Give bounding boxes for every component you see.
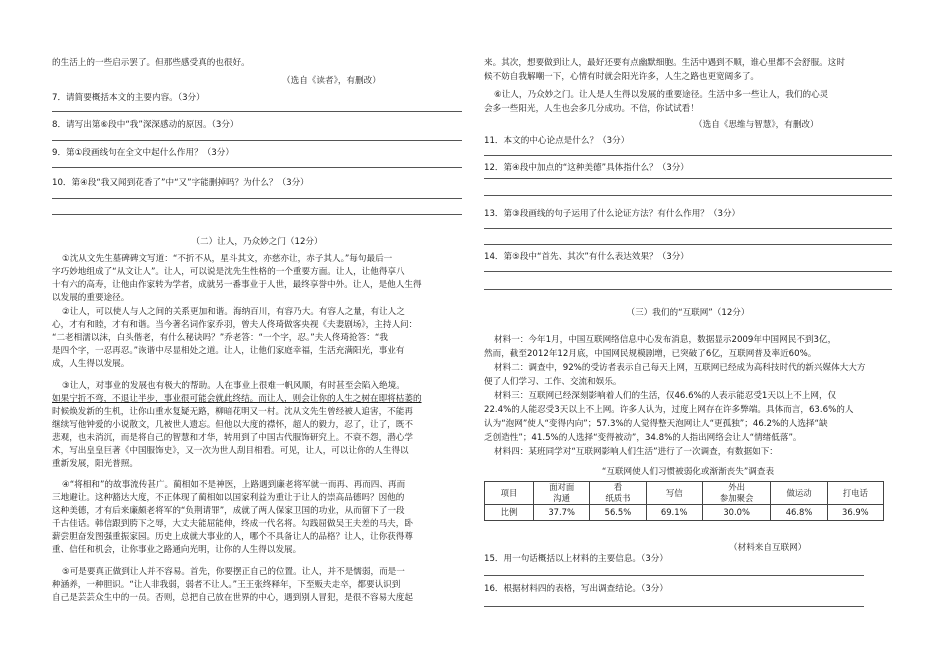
paragraph-line: ②让人，可以使人与人之间的关系更加和谐。海纳百川，有容乃大。有容人之量，有让人之 [62, 307, 405, 317]
paragraph-line: 心，才有和睦，才有和谐。当今著名词作家乔羽，曾夫人佟琦做客央视《夫妻剧场》，主持人问： [52, 320, 418, 330]
source-note: （选自《思维与智慧》，有删改） [694, 120, 819, 130]
paragraph-line: 认为“泡网”使人“变得内向”；57.3%的人觉得整天泡网让人“更孤独”；46.2%的人选择“缺 [484, 419, 828, 429]
paragraph-line: 千古佳话。韩信跟到胯下之辱，大丈夫能屈能伸，终成一代名将。勾践屈做吴王夫差的马夫，卧 [52, 519, 413, 529]
answer-line[interactable] [484, 575, 864, 576]
question-15: 15．用一句话概括以上材料的主要信息。（3分） [484, 554, 668, 564]
answer-line[interactable] [484, 244, 892, 245]
paragraph-line: ①沈从文先生墓碑碑文写道：“不折不从，星斗其文，亦慈亦让，赤子其人。”每句最后一 [62, 254, 393, 264]
paragraph-line: 悲观，也未消沉，而是将自己的智慧和才华，转用到了中国古代服饰研究上。不衰不怨，潜心学 [52, 433, 413, 443]
table-title: “互联网使人们习惯被弱化或渐渐丧失”调查表 [601, 467, 775, 477]
question-13: 13．第③段画线的句子运用了什么论证方法？有什么作用？（3分） [484, 209, 741, 219]
table-row [485, 482, 884, 505]
question-12: 12．第④段中加点的“这种美德”具体指什么？（3分） [484, 163, 689, 173]
paragraph-line: 术，写出皇皇巨著《中国服饰史》，又一次为世人刮目相看。可见，让人，可以让你的人生得以 [52, 446, 409, 456]
paragraph-line: 材料四：某班同学对“互联网影响人们生活”进行了一次调查，有数据如下： [494, 447, 778, 457]
paragraph-line: 字巧妙地组成了“从文让人”。让人，可以说是沈先生性格的一个重要方面。让人，让他得享八 [52, 267, 405, 277]
paragraph-line: 重新发展，阳光普照。 [52, 459, 138, 469]
paragraph-line: 十有六的高寿，让他由作家转为学者，成就另一番事业于人世，最终享誉中外。让人，是他人生得 [52, 280, 422, 290]
paragraph-line: 重、信任和机会，让你事业之路通向光明，让你的人生得以发展。 [52, 545, 302, 555]
paragraph-line: 便了人们学习、工作、交流和娱乐。 [484, 377, 622, 387]
table-header-cell: 写信 [646, 482, 702, 505]
question-16: 16．根据材料四的表格，写出调查结论。（3分） [484, 584, 668, 594]
paragraph-line: ③让人，对事业的发展也有极大的帮助。人在事业上很难一帆风顺，有时甚至会陷入绝境。 [62, 381, 405, 391]
question-7: 7．请简要概括本文的主要内容。（3分） [52, 93, 205, 103]
paragraph-line: 候不妨自我解嘲一下，心情有时就会阳光许多，人生之路也更宽阔多了。 [484, 72, 760, 82]
paragraph-line: 材料二：调查中，92%的受访者表示自己每天上网，互联网已经成为高科技时代的新兴媒体大大方 [494, 363, 866, 373]
paragraph-line: ④“将相和”的故事流传甚广。蔺相如不是神医，上路遇到廉老将军就一而再、再而四、再而 [62, 480, 406, 490]
table-cell: 36.9% [827, 505, 883, 521]
paragraph-line: 薪尝胆奋发图强重振家园。历史上成就大事业的人，哪个不具备让人的品格？让人，让你获得尊 [52, 532, 413, 542]
paragraph-line: 三地避让。这种豁达大度，不正体现了蔺相如以国家利益为重让于让人的崇高品德吗？因他的 [52, 493, 405, 503]
table-cell: 37.7% [534, 505, 590, 521]
paragraph-line: 乏创造性”；41.5%的人选择“变得被动”，34.8%的人指出网络会让人“情绪低落”。 [484, 433, 802, 443]
paragraph-line: 是四个字，一忍再忍。”诙谐中尽显相处之道。让人，让他们家庭幸福，生活充满阳光，事业有 [52, 346, 405, 356]
question-9: 9．第①段画线句在全文中起什么作用？（3分） [52, 148, 234, 158]
section-title: （三）我们的“互联网”（12分） [626, 308, 750, 318]
paragraph-line: 然而，截至2012年12月底，中国网民规模剧增，已突破了6亿，互联网普及率近60%。 [484, 349, 817, 359]
paragraph-line: 会多一些阳光，人生也会多几分成功。不信，你试试看！ [484, 104, 699, 114]
paragraph-line: 继续写他钟爱的小说散文，几被世人遗忘。但他以大度的襟怀，超人的毅力，忍了，让了，既不 [52, 420, 413, 430]
paragraph-line: 自己是芸芸众生中的一员。否则，总把自己放在世界的中心，遇到别人冒犯，是很不容易大度起 [52, 593, 413, 603]
table-header-cell: 项目 [485, 482, 534, 505]
paragraph-line: 材料三：互联网已经深刻影响着人们的生活，仅46.6%的人表示能忍受1天以上不上网，仅 [494, 391, 837, 401]
table-header-cell: 外出 参加聚会 [702, 482, 771, 505]
table-cell: 46.8% [771, 505, 827, 521]
answer-line[interactable] [484, 228, 892, 229]
paragraph-line: “二老相濡以沫，白头偕老，有什么秘诀吗？”乔老答：“一个字，忍。”夫人佟琦抢答：“我 [52, 333, 388, 343]
answer-line[interactable] [484, 195, 892, 196]
answer-line[interactable] [52, 140, 462, 141]
table-cell: 56.5% [590, 505, 646, 521]
question-10: 10．第④段“我又闻到花香了”中“又”字能删掉吗？为什么？（3分） [52, 178, 309, 188]
source-note: （选自《读者》，有删改） [282, 76, 381, 86]
paragraph-line: 以发展的重要途径。 [52, 293, 130, 303]
answer-line[interactable] [484, 271, 892, 272]
answer-line[interactable] [52, 198, 462, 199]
answer-line[interactable] [484, 155, 892, 156]
answer-line[interactable] [484, 606, 864, 607]
table-header-cell: 做运动 [771, 482, 827, 505]
table-row [485, 505, 884, 521]
question-8: 8．请写出第⑥段中“我”深深感动的原因。（3分） [52, 120, 239, 130]
question-14: 14．第⑤段中“首先、其次”有什么表达效果？（3分） [484, 252, 689, 262]
survey-table [484, 481, 884, 521]
paragraph-line: 时候焕发新的生机，让你山重水复疑无路，柳暗花明又一村。沈从文先生曾经被人追害，不能再 [52, 407, 413, 417]
paragraph-line: 种涵养，一种胆识。“让人非我弱，弱者不让人。”王王张终释年，下至贩夫走卒，都要认识到 [52, 580, 401, 590]
underlined-sentence: 如果宁折不弯，不退让半步，事业很可能会就此终结。而让人，则会让你的人生之树在即将枯萎的 [52, 394, 422, 404]
section-title: （二）让人，乃众妙之门（12分） [191, 237, 323, 247]
table-header-cell: 面对面 沟通 [534, 482, 590, 505]
answer-line[interactable] [484, 178, 892, 179]
table-cell: 30.0% [702, 505, 771, 521]
paragraph-line: 材料一：今年1月，中国互联网络信息中心发布消息，数据显示2009年中国网民不到3亿， [494, 335, 837, 345]
table-row-label: 比例 [485, 505, 534, 521]
question-11: 11．本文的中心论点是什么？（3分） [484, 136, 630, 146]
answer-line[interactable] [52, 111, 462, 112]
text-line: 的生活上的一些启示罢了。但那些感受真的也很好。 [52, 58, 250, 68]
answer-line[interactable] [484, 289, 892, 290]
paragraph-line: 22.4%的人能忍受3天以上不上网。许多人认为，过度上网存在许多弊端。具体而言，63.6%的人 [484, 405, 854, 415]
table-header-cell: 看 纸质书 [590, 482, 646, 505]
answer-line[interactable] [52, 214, 462, 215]
paragraph-line: ⑥让人，乃众妙之门。让人是人生得以发展的重要途径。生活中多一些让人，我们的心灵 [494, 90, 829, 100]
source-note: （材料来自互联网） [729, 543, 807, 553]
paragraph-line: 来。其次，想要做到让人，最好还要有点幽默细胞。生活中遇到不顺，谁心里都不会舒服。这时 [484, 58, 845, 68]
table-cell: 69.1% [646, 505, 702, 521]
answer-line[interactable] [52, 167, 462, 168]
paragraph-line: 这种美德，才有后来廉颇老将军的“负荆请罪”，成就了两人保家卫国的功业，从而留下了一段 [52, 506, 405, 516]
table-header-cell: 打电话 [827, 482, 883, 505]
paragraph-line: ⑤可是要真正做到让人并不容易。首先，你要摆正自己的位置。让人，并不是懦弱，而是一 [62, 567, 405, 577]
paragraph-line: 成，人生得以发展。 [52, 359, 130, 369]
